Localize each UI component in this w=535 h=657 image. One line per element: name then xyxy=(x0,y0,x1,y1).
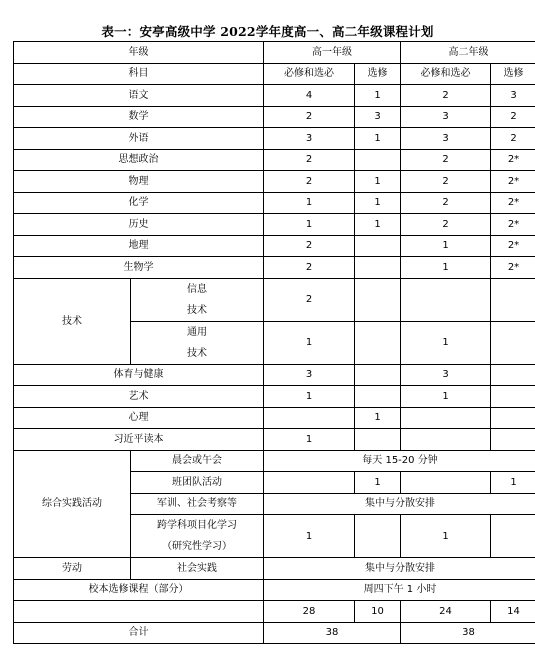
g2-req-cell: 3 xyxy=(401,128,491,150)
subject-name: 外语 xyxy=(14,128,264,150)
g2-req-cell xyxy=(401,429,491,451)
subject-name: 物理 xyxy=(14,171,264,193)
g1-elec-cell: 1 xyxy=(355,472,401,494)
subject-name: 地理 xyxy=(14,235,264,257)
g2-elec-cell xyxy=(491,321,535,364)
g1-req-header: 必修和选必 xyxy=(264,63,355,85)
table-row xyxy=(14,128,535,150)
g2-elec-cell xyxy=(491,407,535,429)
g1-req-total: 28 xyxy=(264,601,355,623)
subject-name: 思想政治 xyxy=(14,149,264,171)
g1-req-cell: 2 xyxy=(264,171,355,193)
g1-elec-cell xyxy=(355,515,401,558)
grade-label: 年级 xyxy=(14,42,264,64)
g2-elec-cell: 1 xyxy=(491,472,535,494)
g1-elec-cell xyxy=(355,429,401,451)
g1-elec-total: 10 xyxy=(355,601,401,623)
total-label: 合计 xyxy=(14,622,264,644)
g1-elec-cell xyxy=(355,149,401,171)
g1-req-cell: 1 xyxy=(264,386,355,408)
labor-item: 社会实践 xyxy=(131,558,264,580)
g1-elec-cell xyxy=(355,235,401,257)
g1-elec-cell: 3 xyxy=(355,106,401,128)
subject-name: 化学 xyxy=(14,192,264,214)
g2-req-cell: 2 xyxy=(401,149,491,171)
g2-elec-cell xyxy=(491,364,535,386)
project-line1: 跨学科项目化学习 xyxy=(157,520,237,531)
g2-elec-cell: 2* xyxy=(491,214,535,236)
g1-req-cell: 4 xyxy=(264,85,355,107)
military-label: 军训、社会考察等 xyxy=(131,493,264,515)
table-row xyxy=(14,558,535,580)
school-elective-label: 校本选修课程（部分） xyxy=(14,579,264,601)
subtotal-blank xyxy=(14,601,264,623)
g1-req-cell: 3 xyxy=(264,128,355,150)
g2-elec-cell: 3 xyxy=(491,85,535,107)
g1-req-cell: 1 xyxy=(264,321,355,364)
table-row xyxy=(14,407,535,429)
g1-elec-cell: 1 xyxy=(355,85,401,107)
table-row xyxy=(14,364,535,386)
g1-elec-cell xyxy=(355,278,401,321)
subject-name: 习近平读本 xyxy=(14,429,264,451)
subject-name: 历史 xyxy=(14,214,264,236)
g2-elec-cell: 2 xyxy=(491,106,535,128)
subject-label: 科目 xyxy=(14,63,264,85)
g1-req-cell: 2 xyxy=(264,235,355,257)
table-row xyxy=(14,429,535,451)
g2-elec-header: 选修 xyxy=(491,63,535,85)
g2-elec-cell: 2* xyxy=(491,257,535,279)
table-title: 表一：安亭高级中学 2022学年度高一、高二年级课程计划 xyxy=(101,24,434,39)
table-row xyxy=(14,601,535,623)
g1-req-cell: 1 xyxy=(264,214,355,236)
g2-req-cell: 1 xyxy=(401,321,491,364)
subject-header-row xyxy=(14,63,535,85)
g1-elec-cell: 1 xyxy=(355,128,401,150)
g1-elec-cell xyxy=(355,364,401,386)
g1-req-cell: 2 xyxy=(264,106,355,128)
g2-req-cell: 2 xyxy=(401,192,491,214)
grade-header-row xyxy=(14,42,535,64)
tech-label: 技术 xyxy=(14,278,131,364)
table-row xyxy=(14,192,535,214)
g1-elec-cell: 1 xyxy=(355,171,401,193)
g2-req-cell: 2 xyxy=(401,171,491,193)
g1-grand-total: 38 xyxy=(264,622,401,644)
subject-name: 体育与健康 xyxy=(14,364,264,386)
club-label: 班团队活动 xyxy=(131,472,264,494)
g2-elec-cell xyxy=(491,386,535,408)
table-row xyxy=(14,579,535,601)
general-tech-line1: 通用 xyxy=(187,326,207,338)
g2-grand-total: 38 xyxy=(401,622,535,644)
general-tech-label xyxy=(131,321,264,364)
g2-elec-cell: 2 xyxy=(491,128,535,150)
grade1-header: 高一年级 xyxy=(264,42,401,64)
g2-elec-cell: 2* xyxy=(491,235,535,257)
g2-req-cell xyxy=(401,407,491,429)
military-value: 集中与分散安排 xyxy=(264,493,535,515)
project-line2: （研究性学习） xyxy=(162,541,232,552)
g2-elec-cell: 2* xyxy=(491,149,535,171)
g2-req-cell: 3 xyxy=(401,106,491,128)
g2-req-cell: 1 xyxy=(401,257,491,279)
table-row xyxy=(14,149,535,171)
subject-name: 语文 xyxy=(14,85,264,107)
table-row xyxy=(14,235,535,257)
g2-elec-cell xyxy=(491,515,535,558)
table-row xyxy=(14,106,535,128)
g2-elec-cell xyxy=(491,429,535,451)
g2-elec-cell xyxy=(491,278,535,321)
course-plan-table xyxy=(13,41,535,644)
g1-elec-cell xyxy=(355,386,401,408)
table-row xyxy=(14,85,535,107)
g2-req-cell: 2 xyxy=(401,85,491,107)
g1-req-cell: 2 xyxy=(264,149,355,171)
g1-req-cell xyxy=(264,407,355,429)
subject-name: 生物学 xyxy=(14,257,264,279)
g1-elec-cell: 1 xyxy=(355,214,401,236)
g1-elec-cell xyxy=(355,321,401,364)
info-tech-line1: 信息 xyxy=(187,283,207,295)
table-row xyxy=(14,257,535,279)
subject-name: 艺术 xyxy=(14,386,264,408)
g1-req-cell: 2 xyxy=(264,278,355,321)
g2-req-total: 24 xyxy=(401,601,491,623)
g2-req-header: 必修和选必 xyxy=(401,63,491,85)
grade2-header: 高二年级 xyxy=(401,42,535,64)
subject-name: 数学 xyxy=(14,106,264,128)
g1-elec-header: 选修 xyxy=(355,63,401,85)
g1-elec-cell xyxy=(355,257,401,279)
school-elective-value: 周四下午 1 小时 xyxy=(264,579,535,601)
labor-value: 集中与分散安排 xyxy=(264,558,535,580)
labor-label: 劳动 xyxy=(14,558,131,580)
g1-req-cell: 1 xyxy=(264,515,355,558)
g1-req-cell: 3 xyxy=(264,364,355,386)
g1-req-cell: 2 xyxy=(264,257,355,279)
table-row xyxy=(14,386,535,408)
g1-req-cell xyxy=(264,472,355,494)
table-row xyxy=(14,214,535,236)
table-row xyxy=(14,622,535,644)
assembly-label: 晨会或午会 xyxy=(131,450,264,472)
g1-elec-cell: 1 xyxy=(355,192,401,214)
g2-req-cell xyxy=(401,278,491,321)
g2-elec-cell: 2* xyxy=(491,192,535,214)
g2-elec-cell: 2* xyxy=(491,171,535,193)
project-label xyxy=(131,515,264,558)
g1-elec-cell: 1 xyxy=(355,407,401,429)
g2-req-cell xyxy=(401,472,491,494)
g2-elec-total: 14 xyxy=(491,601,535,623)
g2-req-cell: 2 xyxy=(401,214,491,236)
g2-req-cell: 1 xyxy=(401,386,491,408)
assembly-value: 每天 15-20 分钟 xyxy=(264,450,535,472)
subject-name: 心理 xyxy=(14,407,264,429)
g2-req-cell: 1 xyxy=(401,515,491,558)
table-row xyxy=(14,278,535,321)
g1-req-cell: 1 xyxy=(264,429,355,451)
table-row xyxy=(14,171,535,193)
g2-req-cell: 3 xyxy=(401,364,491,386)
info-tech-line2: 技术 xyxy=(187,304,207,316)
table-row xyxy=(14,450,535,472)
general-tech-line2: 技术 xyxy=(187,347,207,359)
g2-req-cell: 1 xyxy=(401,235,491,257)
practice-label: 综合实践活动 xyxy=(14,450,131,558)
g1-req-cell: 1 xyxy=(264,192,355,214)
info-tech-label xyxy=(131,278,264,321)
